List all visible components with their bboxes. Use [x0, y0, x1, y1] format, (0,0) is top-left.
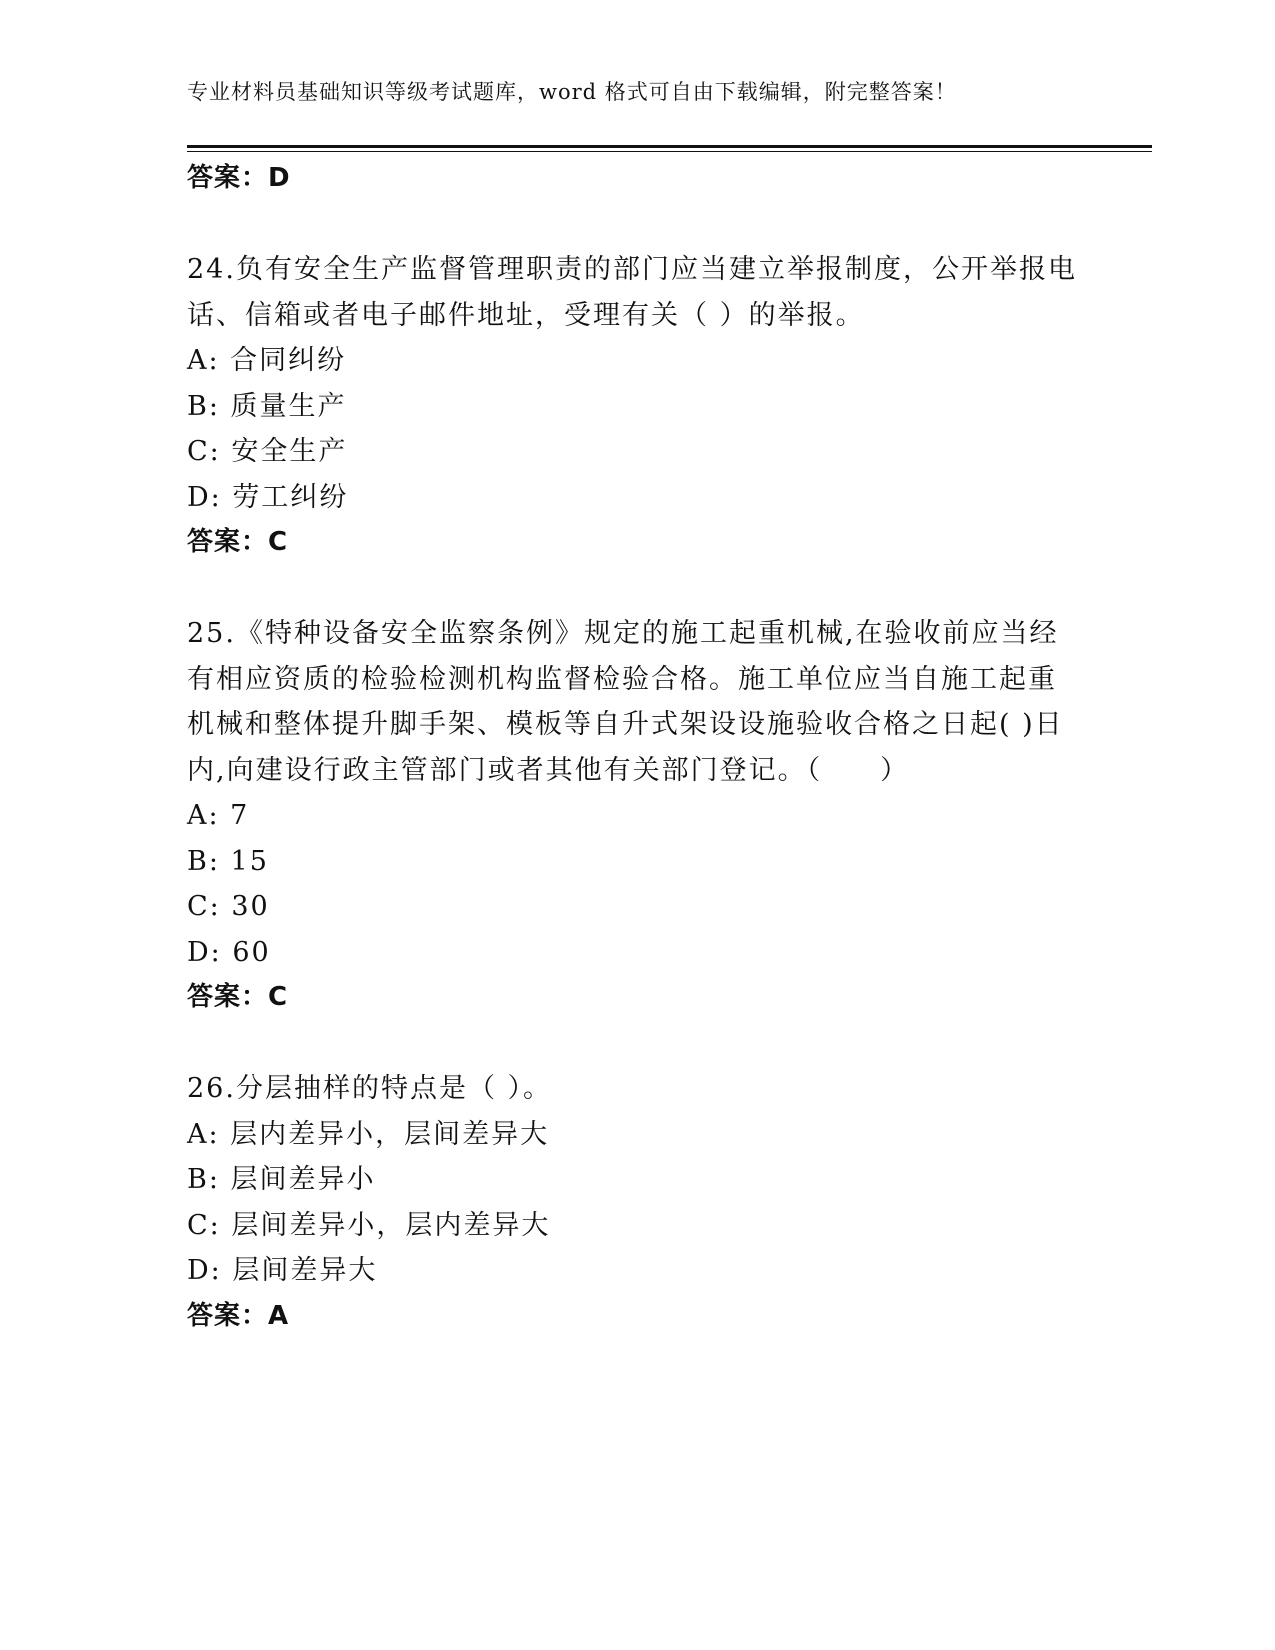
- option-b: B: 层间差异小: [187, 1164, 376, 1195]
- header-title: 专业材料员基础知识等级考试题库，word 格式可自由下载编辑，附完整答案！: [187, 80, 957, 104]
- option-c: C: 层间差异小，层内差异大: [187, 1209, 551, 1241]
- question-stem-line: 26.分层抽样的特点是（ ）。: [187, 1073, 553, 1104]
- question-stem-line: 话、信箱或者电子邮件地址，受理有关（ ）的举报。: [187, 299, 865, 331]
- spacer: [187, 1021, 1087, 1067]
- header-divider-thick: [187, 145, 1152, 148]
- option-a: A: 合同纠纷: [187, 345, 347, 376]
- question-stem-line: 内,向建设行政主管部门或者其他有关部门登记。（ ）: [187, 754, 910, 786]
- header-divider-thin: [187, 151, 1152, 152]
- question-stem-line: 24.负有安全生产监督管理职责的部门应当建立举报制度，公开举报电: [187, 254, 1077, 285]
- answer: 答案：C: [187, 982, 289, 1012]
- answer: 答案：A: [187, 1300, 290, 1331]
- question-list: [187, 156, 1087, 1339]
- question-stem-line: 有相应资质的检验检测机构监督检验合格。施工单位应当自施工起重: [187, 663, 1057, 695]
- option-c: C: 安全生产: [187, 436, 348, 467]
- question-26: [187, 1066, 1087, 1339]
- question-stem-line: 25.《特种设备安全监察条例》规定的施工起重机械,在验收前应当经: [187, 618, 1059, 649]
- option-c: C: 30: [187, 891, 270, 922]
- question-24: [187, 247, 1087, 566]
- question-25: [187, 611, 1087, 1021]
- option-b: B: 质量生产: [187, 390, 347, 422]
- option-d: D: 60: [187, 936, 271, 968]
- question-stem-line: 机械和整体提升脚手架、模板等自升式架设设施验收合格之日起( )日: [187, 709, 1064, 740]
- spacer: [187, 566, 1087, 612]
- option-d: D: 层间差异大: [187, 1255, 378, 1286]
- answer: 答案：C: [187, 527, 289, 557]
- previous-answer: 答案：D: [187, 163, 291, 193]
- option-a: A: 7: [187, 800, 250, 831]
- option-d: D: 劳工纠纷: [187, 481, 349, 513]
- spacer: [187, 202, 1087, 248]
- option-a: A: 层内差异小，层间差异大: [187, 1118, 550, 1150]
- option-b: B: 15: [187, 845, 269, 877]
